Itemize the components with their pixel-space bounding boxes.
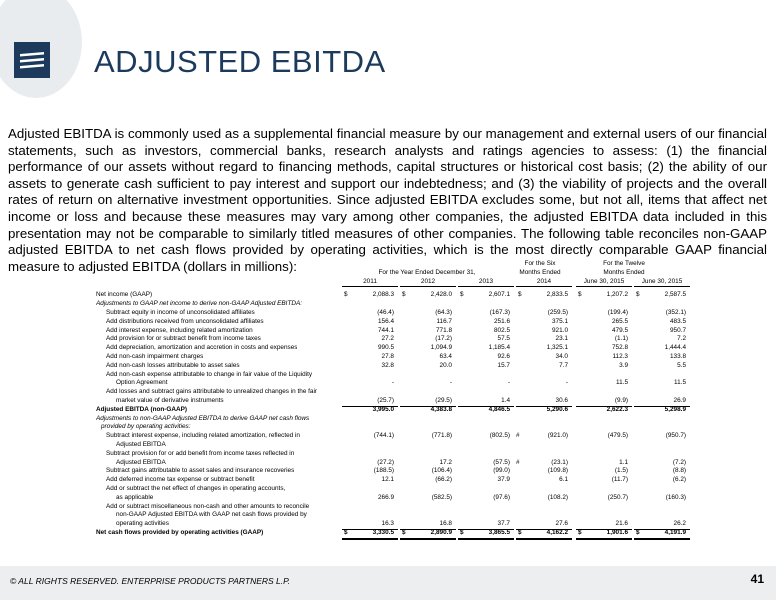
value-cell: 26.2 bbox=[634, 520, 690, 530]
value-cell: 112.3 bbox=[612, 352, 628, 360]
value-cell: 1.4 bbox=[458, 397, 514, 407]
value-cell: 27.8 bbox=[381, 352, 394, 360]
value-cell: 37.7 bbox=[458, 520, 514, 530]
table-row bbox=[96, 493, 686, 503]
value-cell: 15.7 bbox=[497, 361, 510, 369]
value-cell: 752.8 bbox=[612, 344, 628, 352]
table-header-row-2 bbox=[96, 269, 682, 278]
row-label: Adjusted EBITDA bbox=[116, 440, 166, 448]
value-cell: 20.0 bbox=[439, 361, 452, 369]
value-cell: 21.6 bbox=[576, 520, 632, 530]
table-row bbox=[96, 291, 686, 300]
row-label: provided by operating activities: bbox=[101, 423, 191, 431]
table-row bbox=[96, 503, 682, 512]
table-header-row-1 bbox=[96, 260, 682, 269]
year-group-header: For the Year Ended December 31, bbox=[378, 268, 476, 276]
row-label: Add distributions received from unconsolidated affiliates bbox=[106, 317, 264, 325]
table-row bbox=[96, 308, 686, 318]
value-cell: $ 2,833.5 bbox=[518, 291, 568, 299]
value-cell: (9.9) bbox=[576, 397, 632, 407]
logo-stripes-icon bbox=[14, 42, 50, 78]
value-cell: (160.3) bbox=[665, 493, 686, 501]
value-cell: 16.8 bbox=[400, 520, 456, 530]
value-cell: 1,094.9 bbox=[430, 344, 452, 352]
value-cell: - bbox=[449, 379, 452, 387]
row-label: Add or subtract the net effect of changes in operating accounts, bbox=[106, 484, 286, 492]
value-cell: - bbox=[391, 379, 394, 387]
column-header-1: 2012 bbox=[400, 278, 456, 288]
value-cell: (66.2) bbox=[435, 476, 452, 484]
table-row bbox=[96, 379, 686, 388]
table-row bbox=[96, 520, 686, 529]
value-cell: 23.1 bbox=[555, 335, 568, 343]
table-row bbox=[96, 371, 682, 380]
value-cell: $ 1,901.6 bbox=[576, 529, 632, 540]
row-label: Add depreciation, amortization and accretion in costs and expenses bbox=[106, 344, 298, 352]
value-cell: 6.1 bbox=[559, 476, 568, 484]
value-cell: 4,846.5 bbox=[488, 405, 510, 413]
value-cell: 990.5 bbox=[378, 344, 394, 352]
row-label: Add non-cash expense attributable to change in fair value of the Liquidity bbox=[106, 370, 313, 378]
value-cell: - bbox=[507, 379, 510, 387]
table-row bbox=[96, 485, 682, 494]
row-label: non-GAAP Adjusted EBITDA with GAAP net cash flows provided by bbox=[116, 511, 307, 519]
value-cell: 950.7 bbox=[670, 326, 686, 334]
column-header-4: June 30, 2015 bbox=[576, 278, 632, 288]
row-label: Subtract gains attributable to asset sales and insurance recoveries bbox=[106, 467, 295, 475]
table-row bbox=[96, 450, 682, 459]
table-row bbox=[96, 441, 682, 450]
row-label: Add provision for or subtract benefit from income taxes bbox=[106, 335, 261, 343]
value-cell: 92.6 bbox=[497, 352, 510, 360]
value-cell: 26.9 bbox=[634, 397, 690, 407]
row-label: Adjusted EBITDA bbox=[116, 458, 166, 466]
copyright-text: © ALL RIGHTS RESERVED. ENTERPRISE PRODUCTS PARTNERS L.P. bbox=[10, 576, 291, 586]
value-cell: (921.0) bbox=[547, 432, 568, 440]
value-cell: 1.1 bbox=[619, 458, 628, 466]
table-row bbox=[96, 467, 686, 476]
value-cell: $ 2,607.1 bbox=[460, 291, 510, 299]
value-cell: (479.5) bbox=[607, 432, 628, 440]
value-cell: 57.5 bbox=[497, 335, 510, 343]
row-label: Add non-cash impairment charges bbox=[106, 352, 204, 360]
value-cell: $ 4,162.2 bbox=[516, 529, 572, 540]
value-cell: (64.3) bbox=[435, 308, 452, 316]
value-cell: (1.5) bbox=[614, 467, 628, 475]
intro-paragraph: Adjusted EBITDA is commonly used as a supplemental financial measure by our management and external users of our financial statements, such as investors, commercial banks, research analysts and ratings agencies to assess: (1) the financial performance of our assets without regard to financing methods, capital structures or historical cost basis; (2) the ability of our assets to generate cash sufficient to pay interest and support our indebtedness; and (3) the viability of projects and the overall rates of return on alternative investment opportunities. Since adjusted EBITDA excludes some, but not all, items that affect net income or loss and because these measures may vary among other companies, the adjusted EBITDA data included in this presentation may not be comparable to similarly titled measures of other companies. The following table reconciles non-GAAP adjusted EBITDA to net cash flows provided by operating activities, which is the most directly comparable GAAP financial measure to adjusted EBITDA (dollars in millions): bbox=[8, 126, 767, 274]
value-cell: (582.5) bbox=[431, 493, 452, 501]
column-header-2: 2013 bbox=[458, 278, 514, 288]
value-cell: (199.4) bbox=[607, 308, 628, 316]
table-row bbox=[96, 415, 682, 424]
table-column-headers bbox=[96, 278, 682, 287]
row-label: Add interest expense, including related amortization bbox=[106, 326, 253, 334]
row-label: Adjusted EBITDA (non-GAAP) bbox=[96, 405, 187, 413]
value-cell: (108.2) bbox=[547, 493, 568, 501]
table-row bbox=[96, 317, 686, 327]
table-row bbox=[96, 361, 686, 371]
value-cell: 375.1 bbox=[552, 317, 568, 325]
value-cell: 921.0 bbox=[552, 326, 568, 334]
value-cell: $ 2,088.3 bbox=[344, 291, 394, 299]
row-label: Subtract equity in income of unconsolidated affiliates bbox=[106, 308, 255, 316]
value-cell: 265.5 bbox=[612, 317, 628, 325]
twelve-months-header-line1: For the Twelve bbox=[603, 260, 645, 267]
row-label: as applicable bbox=[116, 493, 154, 501]
table-row bbox=[96, 388, 682, 397]
table-row bbox=[96, 511, 682, 520]
table-row bbox=[96, 476, 686, 485]
value-cell: 802.5 bbox=[494, 326, 510, 334]
value-cell: (167.3) bbox=[489, 308, 510, 316]
column-header-5: June 30, 2015 bbox=[634, 278, 690, 288]
value-cell: 1,444.4 bbox=[664, 344, 686, 352]
value-cell: (11.7) bbox=[611, 476, 628, 484]
six-months-header-line2: Months Ended bbox=[519, 268, 561, 276]
table-row bbox=[96, 423, 682, 432]
footnote-marker: # bbox=[516, 458, 520, 466]
twelve-months-header-line2: Months Ended bbox=[603, 268, 645, 276]
value-cell: 37.9 bbox=[497, 476, 510, 484]
value-cell: (259.5) bbox=[547, 308, 568, 316]
value-cell: (106.4) bbox=[431, 467, 452, 475]
row-label: Option Agreement bbox=[116, 379, 168, 387]
value-cell: (27.2) bbox=[377, 458, 394, 466]
page-title: ADJUSTED EBITDA bbox=[94, 44, 386, 79]
row-label: Add deferred income tax expense or subtract benefit bbox=[106, 476, 255, 484]
value-cell: (250.7) bbox=[607, 493, 628, 501]
value-cell: (802.5) bbox=[489, 432, 510, 440]
value-cell: $ 3,865.5 bbox=[458, 529, 514, 540]
row-label: Net cash flows provided by operating activities (GAAP) bbox=[96, 528, 264, 536]
company-logo bbox=[14, 42, 50, 78]
value-cell: (7.2) bbox=[672, 458, 686, 466]
footnote-marker: # bbox=[516, 432, 520, 440]
value-cell: (57.5) bbox=[493, 458, 510, 466]
table-row bbox=[96, 335, 686, 344]
table-row bbox=[96, 326, 686, 336]
six-months-header-line1: For the Six bbox=[524, 260, 556, 267]
value-cell: 156.4 bbox=[378, 317, 394, 325]
value-cell: 7.7 bbox=[559, 361, 568, 369]
value-cell: 16.3 bbox=[342, 520, 398, 530]
value-cell: 116.7 bbox=[436, 317, 452, 325]
value-cell: (352.1) bbox=[665, 308, 686, 316]
value-cell: 251.6 bbox=[494, 317, 510, 325]
value-cell: (23.1) bbox=[551, 458, 568, 466]
row-label: Add or subtract miscellaneous non-cash and other amounts to reconcile bbox=[106, 502, 310, 510]
table-row bbox=[96, 458, 686, 468]
value-cell: 483.5 bbox=[670, 317, 686, 325]
value-cell: 12.1 bbox=[381, 476, 394, 484]
value-cell: $ 4,191.9 bbox=[634, 529, 690, 540]
row-label: operating activities bbox=[116, 520, 169, 528]
table-row bbox=[96, 396, 686, 406]
table-row bbox=[96, 352, 686, 362]
value-cell: (6.2) bbox=[672, 476, 686, 484]
value-cell: (8.8) bbox=[672, 467, 686, 475]
row-label: Adjustments to non-GAAP Adjusted EBITDA to derive GAAP net cash flows bbox=[96, 414, 310, 422]
value-cell: $ 2,428.0 bbox=[402, 291, 452, 299]
value-cell: 744.1 bbox=[378, 326, 394, 334]
value-cell: 5,290.6 bbox=[546, 405, 568, 413]
value-cell: 7.2 bbox=[677, 335, 686, 343]
row-label: Add non-cash losses attributable to asset sales bbox=[106, 361, 240, 369]
table-body bbox=[96, 291, 686, 537]
value-cell: $ 2,587.5 bbox=[636, 291, 686, 299]
table-row bbox=[96, 432, 686, 441]
value-cell: $ 1,207.2 bbox=[578, 291, 628, 299]
row-label: Subtract interest expense, including related amortization, reflected in bbox=[106, 432, 300, 440]
value-cell: 1,325.1 bbox=[546, 344, 568, 352]
value-cell: 1,185.4 bbox=[488, 344, 510, 352]
row-label: Add losses and subtract gains attributable to unrealized changes in the fair bbox=[106, 388, 318, 396]
table-row bbox=[96, 344, 686, 353]
row-label: Adjustments to GAAP net income to derive non-GAAP Adjusted EBITDA: bbox=[96, 300, 303, 308]
value-cell: 771.8 bbox=[436, 326, 452, 334]
table-row bbox=[96, 528, 686, 538]
value-cell: 27.2 bbox=[381, 335, 394, 343]
value-cell: 4,383.8 bbox=[430, 405, 452, 413]
value-cell: 3,995.0 bbox=[372, 405, 394, 413]
value-cell: $ 3,330.5 bbox=[342, 529, 398, 540]
value-cell: 479.5 bbox=[612, 326, 628, 334]
value-cell: (1.1) bbox=[614, 335, 628, 343]
value-cell: 30.6 bbox=[516, 397, 572, 407]
value-cell: 133.8 bbox=[670, 352, 686, 360]
table-row bbox=[96, 300, 682, 309]
value-cell: 5,298.9 bbox=[664, 405, 686, 413]
reconciliation-table bbox=[96, 260, 686, 538]
value-cell: 3.9 bbox=[619, 361, 628, 369]
value-cell: (29.5) bbox=[400, 397, 456, 407]
value-cell: 266.9 bbox=[378, 493, 394, 501]
value-cell: 2,622.3 bbox=[606, 405, 628, 413]
row-label: market value of derivative instruments bbox=[116, 396, 224, 404]
value-cell: (744.1) bbox=[373, 432, 394, 440]
row-label: Net income (GAAP) bbox=[96, 291, 153, 299]
page-number: 41 bbox=[750, 572, 764, 586]
value-cell: 32.8 bbox=[381, 361, 394, 369]
row-label: Subtract provision for or add benefit from income taxes reflected in bbox=[106, 449, 295, 457]
value-cell: (771.8) bbox=[431, 432, 452, 440]
value-cell: 5.5 bbox=[677, 361, 686, 369]
value-cell: (25.7) bbox=[342, 397, 398, 407]
value-cell: 11.5 bbox=[674, 379, 686, 387]
value-cell: 27.6 bbox=[516, 520, 572, 530]
value-cell: 34.0 bbox=[555, 352, 568, 360]
value-cell: (99.0) bbox=[493, 467, 510, 475]
value-cell: (17.2) bbox=[435, 335, 452, 343]
value-cell: (97.6) bbox=[493, 493, 510, 501]
value-cell: - bbox=[565, 379, 568, 387]
value-cell: (950.7) bbox=[665, 432, 686, 440]
value-cell: 17.2 bbox=[439, 458, 452, 466]
value-cell: (109.8) bbox=[547, 467, 568, 475]
value-cell: 63.4 bbox=[439, 352, 452, 360]
value-cell: 11.5 bbox=[616, 379, 628, 387]
column-header-0: 2011 bbox=[342, 278, 398, 288]
table-row bbox=[96, 405, 686, 415]
value-cell: (46.4) bbox=[377, 308, 394, 316]
value-cell: $ 2,890.9 bbox=[400, 529, 456, 540]
column-header-3: 2014 bbox=[516, 278, 572, 288]
value-cell: (188.5) bbox=[373, 467, 394, 475]
